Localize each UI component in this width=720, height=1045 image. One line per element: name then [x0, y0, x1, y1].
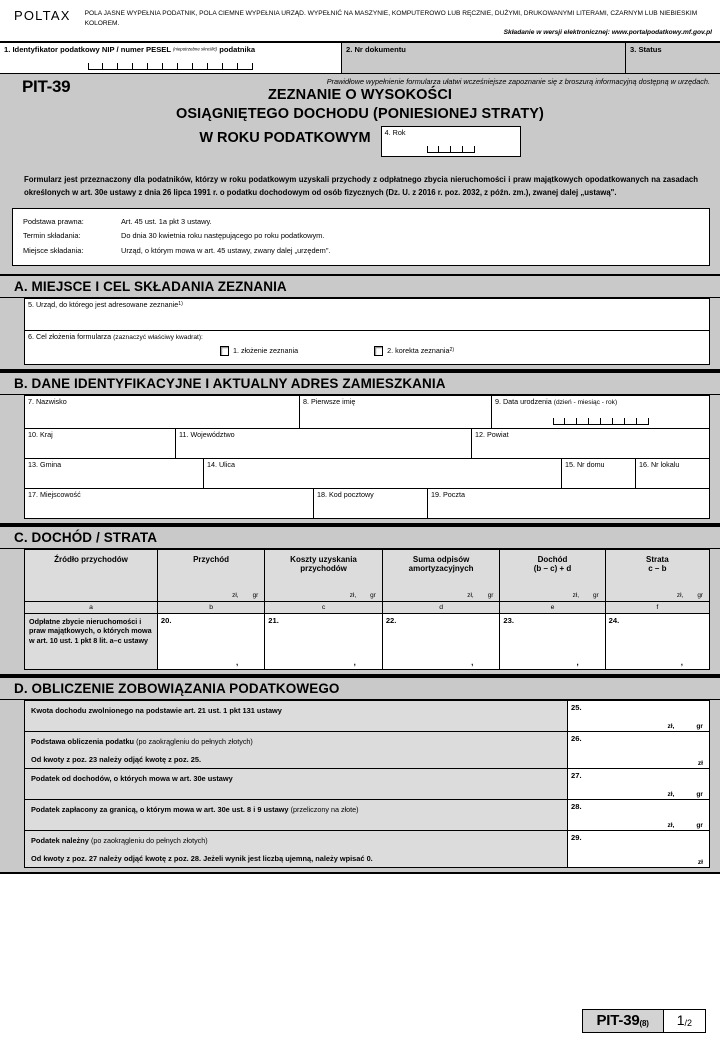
field-27[interactable] — [568, 768, 710, 799]
legal-key-place: Miejsce składania: — [23, 245, 84, 255]
row-27-description — [25, 768, 568, 799]
cell-22-comma: , — [471, 657, 474, 667]
field-26-units: zł — [697, 759, 703, 767]
cell-field-21[interactable] — [265, 613, 383, 669]
legal-key-deadline: Termin składania: — [23, 231, 81, 241]
table-row-26 — [25, 731, 710, 768]
checkbox-korekta-label — [387, 346, 454, 355]
legal-row-deadline — [13, 229, 709, 243]
filling-instructions — [85, 6, 712, 38]
col-costs-units: zł, gr — [349, 591, 376, 599]
purpose-hint: (zaznaczyć właściwy kwadrat): — [113, 333, 203, 341]
cell-source-description: Odpłatne zbycie nieruchomości i praw majątkowych, o których mowa w art. 10 ust. 1 pkt 8 lit. a–c ustawy — [25, 613, 158, 669]
year-comb[interactable] — [382, 146, 520, 153]
purpose-label-text: 6. Cel złożenia formularza — [28, 331, 112, 341]
field-29-number: 29. — [571, 832, 582, 842]
birthdate-hint: (dzień - miesiąc - rok) — [553, 398, 618, 406]
form-title-line-2: OSIĄGNIĘTEGO DOCHODU (PONIESIONEJ STRATY) — [176, 106, 544, 123]
col-letter-b: b — [157, 601, 264, 613]
field-voivodeship[interactable] — [176, 429, 472, 459]
table-row-28 — [25, 799, 710, 830]
field-year-label: 4. Rok — [384, 127, 406, 137]
row-25-desc-text: Kwota dochodu zwolnionego na podstawie art. 21 ust. 1 pkt 131 ustawy — [31, 705, 282, 715]
field-nip-pesel[interactable] — [0, 43, 341, 73]
col-income-units: zł, gr — [572, 591, 599, 599]
field-document-number-label: 2. Nr dokumentu — [346, 44, 406, 54]
section-c-heading: C. DOCHÓD / STRATA — [0, 525, 720, 549]
section-b-row-2 — [24, 429, 710, 459]
field-house-number-label: 15. Nr domu — [565, 459, 605, 469]
field-firstname[interactable] — [300, 396, 492, 429]
col-income-title2: (b – c) + d — [533, 563, 572, 573]
table-row — [25, 613, 710, 669]
legal-row-basis — [13, 215, 709, 229]
col-header-loss — [605, 549, 709, 601]
field-country-label: 10. Kraj — [28, 429, 53, 439]
field-postcode-label: 18. Kod pocztowy — [317, 489, 374, 499]
field-nip-pesel-label — [4, 45, 337, 54]
cell-field-23[interactable] — [500, 613, 605, 669]
tax-calculation-table — [24, 700, 710, 868]
footer-page-current: 1 — [676, 1012, 685, 1028]
comb-boxes-birthdate[interactable] — [553, 418, 649, 425]
field-26[interactable] — [568, 731, 710, 768]
row-26-desc-text: Podstawa obliczenia podatku — [31, 736, 135, 746]
field-tax-office-label — [25, 299, 709, 309]
nip-pesel-sup: (niepotrzebne skreślić) — [172, 46, 218, 52]
col-costs-title: Koszty uzyskania — [290, 554, 357, 564]
electronic-submission-note: Składanie w wersji elektronicznej: www.portalpodatkowy.mf.gov.pl — [503, 29, 712, 37]
col-header-costs — [265, 549, 383, 601]
col-loss-title2: c – b — [648, 563, 667, 573]
nip-pesel-label-text: 1. Identyfikator podatkowy NIP / numer PESEL — [4, 44, 171, 54]
footer-form-code — [582, 1009, 664, 1033]
masthead — [0, 0, 720, 41]
section-a-heading: A. MIEJSCE I CEL SKŁADANIA ZEZNANIA — [0, 274, 720, 298]
legal-value-deadline: Do dnia 30 kwietnia roku następującego po roku podatkowym. — [121, 231, 325, 241]
field-29[interactable] — [568, 830, 710, 867]
footer — [582, 1009, 707, 1033]
field-document-number — [341, 43, 625, 73]
field-street-label: 14. Ulica — [207, 459, 235, 469]
col-depreciation-title: Suma odpisów — [412, 554, 470, 564]
legal-basis-box — [12, 208, 710, 266]
field-commune-label: 13. Gmina — [28, 459, 62, 469]
table-row-27 — [25, 768, 710, 799]
col-source-title: Źródło przychodów — [54, 554, 128, 564]
poltax-logo: POLTAX — [14, 8, 71, 23]
section-b-row-3 — [24, 459, 710, 489]
section-d-heading: D. OBLICZENIE ZOBOWIĄZANIA PODATKOWEGO — [0, 676, 720, 700]
field-county[interactable] — [472, 429, 710, 459]
col-header-revenue — [157, 549, 264, 601]
cell-23-comma: , — [576, 657, 579, 667]
field-purpose-label — [25, 331, 709, 341]
field-city[interactable] — [24, 489, 314, 519]
form-title-line-3: W ROKU PODATKOWYM — [199, 129, 371, 146]
row-28-desc-text: Podatek zapłacony za granicą, o którym mowa w art. 30e ust. 8 i 9 ustawy — [31, 804, 289, 814]
row-29-description — [25, 830, 568, 867]
row-26-note: Od kwoty z poz. 23 należy odjąć kwotę z poz. 25. — [31, 754, 202, 764]
field-25-units: zł, gr — [667, 722, 703, 730]
legal-value-place: Urząd, o którym mowa w art. 45 ustawy, zwany dalej „urzędem". — [121, 245, 331, 255]
row-26-sub: (po zaokrągleniu do pełnych złotych) — [136, 736, 253, 746]
field-surname-label: 7. Nazwisko — [28, 396, 67, 406]
cell-21-number: 21. — [268, 615, 279, 625]
field-country[interactable] — [24, 429, 176, 459]
birthdate-comb[interactable] — [492, 418, 709, 425]
korekta-label-text: 2. korekta zeznania — [387, 346, 450, 356]
field-29-units: zł — [697, 858, 703, 866]
footer-code-text: PIT-39 — [596, 1012, 640, 1029]
field-28-number: 28. — [571, 801, 582, 811]
legal-row-place — [13, 244, 709, 258]
col-header-depreciation — [382, 549, 500, 601]
brochure-note: Prawidłowe wypełnienie formularza ułatwi wcześniejsze zapoznanie się z broszurą informacyjną dostępną w urzędach. — [326, 76, 710, 86]
cell-field-20[interactable] — [157, 613, 264, 669]
footer-page-total: /2 — [684, 1017, 692, 1028]
row-27-desc-text: Podatek od dochodów, o których mowa w art. 30e ustawy — [31, 773, 233, 783]
field-firstname-label: 8. Pierwsze imię — [303, 396, 356, 406]
field-house-number[interactable] — [562, 459, 636, 489]
tax-office-label-text: 5. Urząd, do którego jest adresowane zeznanie — [28, 299, 179, 309]
legal-value-basis: Art. 45 ust. 1a pkt 3 ustawy. — [121, 217, 212, 227]
year-row — [0, 126, 720, 157]
cell-20-number: 20. — [160, 615, 172, 625]
col-depreciation-units: zł, gr — [467, 591, 494, 599]
cell-23-number: 23. — [503, 615, 514, 625]
row-25-description — [25, 700, 568, 731]
col-loss-units: zł, gr — [676, 591, 703, 599]
field-tax-office[interactable] — [24, 298, 710, 331]
field-27-number: 27. — [571, 770, 582, 780]
col-letter-a: a — [25, 601, 158, 613]
col-header-source — [25, 549, 158, 601]
cell-field-24[interactable] — [605, 613, 709, 669]
col-revenue-units: zł, gr — [232, 591, 259, 599]
col-depreciation-title2: amortyzacyjnych — [408, 563, 474, 573]
field-purpose — [24, 331, 710, 365]
col-loss-title: Strata — [645, 554, 669, 564]
row-28-sub: (przeliczony na złote) — [290, 804, 359, 814]
section-a-body — [0, 298, 720, 371]
field-birthdate-label — [492, 396, 709, 406]
nip-pesel-suffix: podatnika — [219, 44, 256, 54]
section-b-body — [0, 395, 720, 525]
field-postcode[interactable] — [314, 489, 428, 519]
form-title-line-1: ZEZNANIE O WYSOKOŚCI — [267, 86, 453, 103]
field-year[interactable] — [381, 126, 521, 157]
form-code: PIT-39 — [22, 76, 71, 96]
cell-22-number: 22. — [385, 615, 397, 625]
col-revenue-title: Przychód — [193, 554, 230, 564]
row-26-description — [25, 731, 568, 768]
field-flat-number-label: 16. Nr lokalu — [639, 459, 680, 469]
legal-key-basis: Podstawa prawna: — [23, 217, 84, 227]
col-letter-d: d — [382, 601, 500, 613]
purpose-options — [25, 346, 709, 356]
section-b-heading: B. DANE IDENTYFIKACYJNE I AKTUALNY ADRES ZAMIESZKANIA — [0, 371, 720, 395]
field-post-office-label: 19. Poczta — [431, 489, 465, 499]
field-street[interactable] — [204, 459, 562, 489]
field-26-number: 26. — [571, 733, 582, 743]
field-status — [625, 43, 720, 73]
row-29-desc-text: Podatek należny — [31, 835, 89, 845]
table-row-25 — [25, 700, 710, 731]
table-header-row — [25, 549, 710, 601]
field-25[interactable] — [568, 700, 710, 731]
field-28-units: zł, gr — [667, 821, 703, 829]
field-city-label: 17. Miejscowość — [28, 489, 81, 499]
field-birthdate[interactable] — [492, 396, 710, 429]
income-loss-table — [24, 549, 710, 670]
title-block — [0, 74, 720, 274]
korekta-sup: 2) — [449, 347, 455, 354]
field-commune[interactable] — [24, 459, 204, 489]
field-25-number: 25. — [571, 702, 582, 712]
instruction-line-2: LITERAMI, CZARNYM LUB NIEBIESKIM KOLOREM. — [84, 10, 698, 27]
tax-office-sup: 1) — [178, 300, 183, 307]
field-voivodeship-label: 11. Województwo — [179, 429, 235, 439]
field-28[interactable] — [568, 799, 710, 830]
field-county-label: 12. Powiat — [475, 429, 509, 439]
col-costs-title2: przychodów — [300, 563, 347, 573]
field-flat-number[interactable] — [636, 459, 710, 489]
cell-24-number: 24. — [608, 615, 620, 625]
identification-strip — [0, 41, 720, 74]
col-letter-f: f — [605, 601, 709, 613]
row-28-description — [25, 799, 568, 830]
table-row-29 — [25, 830, 710, 867]
section-c-body — [0, 549, 720, 676]
footer-page-number — [664, 1009, 706, 1033]
col-income-title: Dochód — [537, 554, 568, 564]
field-status-label: 3. Status — [630, 44, 662, 54]
cell-24-comma: , — [680, 657, 683, 667]
col-letter-c: c — [265, 601, 383, 613]
form-title — [0, 86, 720, 125]
comb-boxes-year[interactable] — [427, 146, 475, 153]
cell-field-22[interactable] — [382, 613, 500, 669]
field-post-office[interactable] — [428, 489, 710, 519]
instruction-line-1: POLA JASNE WYPEŁNIA PODATNIK, POLA CIEMNE WYPEŁNIA URZĄD. WYPEŁNIĆ NA MASZYNIE, KOMPUTEROWO LUB RĘCZNIE, DUŻYMI, DRUKOWANYMI — [84, 10, 575, 17]
section-b-row-1 — [24, 395, 710, 429]
nip-pesel-comb[interactable] — [0, 63, 341, 70]
section-d-body — [0, 700, 720, 874]
field-surname[interactable] — [24, 396, 300, 429]
col-letter-e: e — [500, 601, 605, 613]
checkbox-korekta-zeznania[interactable] — [374, 346, 383, 356]
footer-version: (8) — [639, 1019, 649, 1029]
section-b-row-4 — [24, 489, 710, 519]
checkbox-zlozenie-zeznania[interactable] — [220, 346, 229, 356]
birthdate-label-text: 9. Data urodzenia — [495, 396, 552, 406]
form-description: Formularz jest przeznaczony dla podatników, którzy w roku podatkowym uzyskali przychody z odpłatnego zbycia nieruchomości i praw majątkowych opodatkowanych na zasadach określonych w art. 30e ustawy z dnia 26 lipca 1991 r. o podatku dochodowym od osób fizycznych (Dz. U. z 2016 r. poz. 2032, z późn. zm.), zwanej dalej „ustawą". — [24, 174, 698, 198]
table-letter-row — [25, 601, 710, 613]
field-27-units: zł, gr — [667, 790, 703, 798]
col-header-income — [500, 549, 605, 601]
comb-boxes[interactable] — [88, 63, 253, 70]
row-29-note: Od kwoty z poz. 27 należy odjąć kwotę z poz. 28. Jeżeli wynik jest liczbą ujemną, należy wpisać 0. — [31, 853, 373, 863]
row-29-sub: (po zaokrągleniu do pełnych złotych) — [90, 835, 208, 845]
cell-21-comma: , — [353, 657, 356, 667]
cell-20-comma: , — [236, 657, 239, 667]
checkbox-zlozenie-label: 1. złożenie zeznania — [233, 346, 299, 356]
